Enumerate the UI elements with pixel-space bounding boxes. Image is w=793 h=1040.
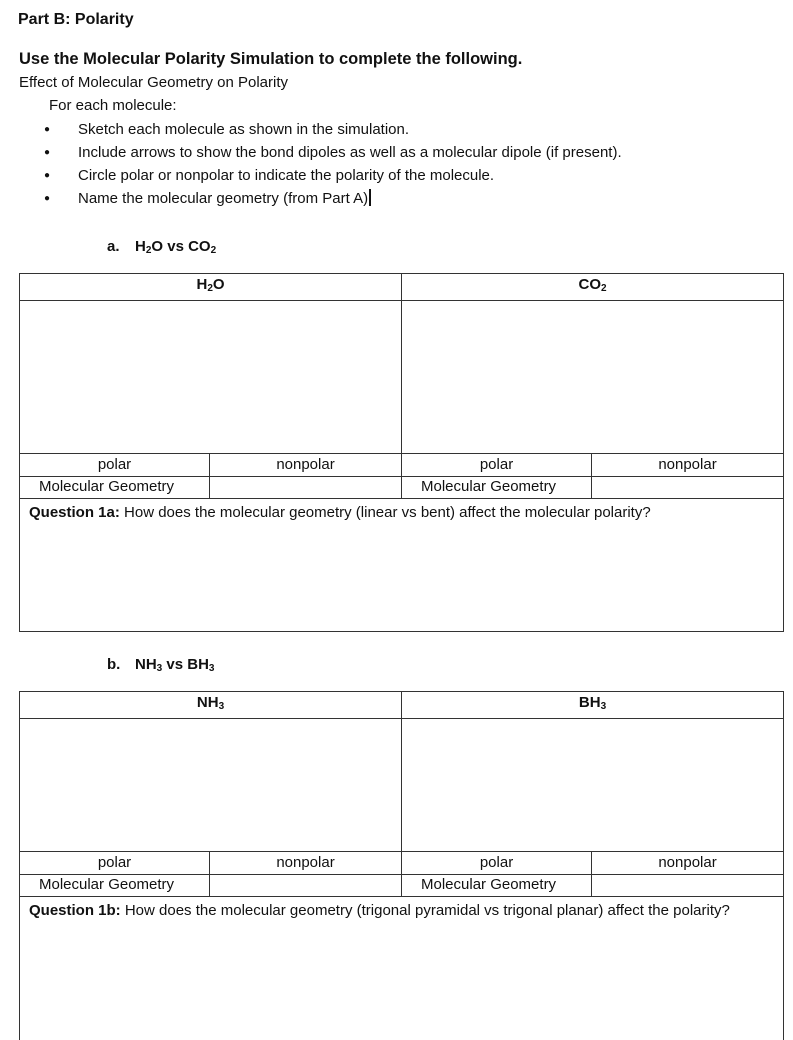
question-1a-answer-box[interactable] <box>20 499 784 632</box>
formula-subscript: 3 <box>209 663 215 674</box>
formula-subscript: 2 <box>207 283 213 294</box>
molecule-header-bh3 <box>402 692 784 719</box>
section-letter: a. <box>107 238 135 255</box>
text-cursor <box>369 189 371 206</box>
section-a-label <box>107 238 216 256</box>
instruction-item <box>44 120 622 143</box>
question-1b-answer-box[interactable] <box>20 897 784 1040</box>
section-letter: b. <box>107 656 135 673</box>
formula-subscript: 2 <box>211 245 217 256</box>
molecule-header-nh3 <box>20 692 402 719</box>
sketch-area-bh3[interactable] <box>402 719 784 852</box>
formula-part: vs BH <box>162 656 209 673</box>
question-label: Question 1a: <box>29 504 120 521</box>
nonpolar-option-h2o[interactable]: nonpolar <box>210 454 402 477</box>
sketch-area-nh3[interactable] <box>20 719 402 852</box>
sketch-area-h2o[interactable] <box>20 301 402 454</box>
instruction-text: Sketch each molecule as shown in the simulation. <box>78 121 409 138</box>
formula-part: NH <box>197 694 219 711</box>
question-text: How does the molecular geometry (linear vs bent) affect the molecular polarity? <box>124 504 651 521</box>
geometry-answer-nh3[interactable] <box>210 875 402 897</box>
molecule-header-co2 <box>402 274 784 301</box>
instruction-item <box>44 143 622 166</box>
formula-part: BH <box>579 694 601 711</box>
formula-part: O vs CO <box>151 238 210 255</box>
polar-option-h2o[interactable]: polar <box>20 454 210 477</box>
molecule-header-h2o <box>20 274 402 301</box>
instruction-text: Name the molecular geometry (from Part A) <box>78 190 368 207</box>
geometry-answer-co2[interactable] <box>592 477 784 499</box>
formula-subscript: 3 <box>219 701 225 712</box>
geometry-answer-bh3[interactable] <box>592 875 784 897</box>
section-b-table <box>19 691 784 1040</box>
instruction-item <box>44 166 622 189</box>
formula-subscript: 2 <box>601 283 607 294</box>
instruction-text: Circle polar or nonpolar to indicate the polarity of the molecule. <box>78 167 494 184</box>
geometry-label-h2o: Molecular Geometry <box>20 477 210 499</box>
instruction-item <box>44 189 622 212</box>
question-label: Question 1b: <box>29 902 121 919</box>
geometry-answer-h2o[interactable] <box>210 477 402 499</box>
section-b-label <box>107 656 214 674</box>
geometry-label-nh3: Molecular Geometry <box>20 875 210 897</box>
worksheet-subheading: Effect of Molecular Geometry on Polarity <box>19 74 288 91</box>
formula-subscript: 2 <box>146 245 152 256</box>
geometry-label-bh3: Molecular Geometry <box>402 875 592 897</box>
formula-subscript: 3 <box>601 701 607 712</box>
nonpolar-option-co2[interactable]: nonpolar <box>592 454 784 477</box>
formula-part: H <box>135 238 146 255</box>
nonpolar-option-bh3[interactable]: nonpolar <box>592 852 784 875</box>
formula-part: NH <box>135 656 157 673</box>
formula-part: O <box>213 276 225 293</box>
geometry-label-co2: Molecular Geometry <box>402 477 592 499</box>
worksheet-heading: Use the Molecular Polarity Simulation to complete the following. <box>19 50 522 69</box>
formula-part: CO <box>578 276 601 293</box>
question-text: How does the molecular geometry (trigonal pyramidal vs trigonal planar) affect the polarity? <box>125 902 730 919</box>
section-a-table <box>19 273 784 632</box>
part-title: Part B: Polarity <box>18 11 134 29</box>
polar-option-bh3[interactable]: polar <box>402 852 592 875</box>
formula-part: H <box>196 276 207 293</box>
polar-option-co2[interactable]: polar <box>402 454 592 477</box>
sketch-area-co2[interactable] <box>402 301 784 454</box>
formula-subscript: 3 <box>157 663 163 674</box>
instructions-intro: For each molecule: <box>49 97 177 114</box>
polar-option-nh3[interactable]: polar <box>20 852 210 875</box>
instruction-text: Include arrows to show the bond dipoles as well as a molecular dipole (if present). <box>78 144 622 161</box>
nonpolar-option-nh3[interactable]: nonpolar <box>210 852 402 875</box>
instructions-list <box>44 120 622 212</box>
